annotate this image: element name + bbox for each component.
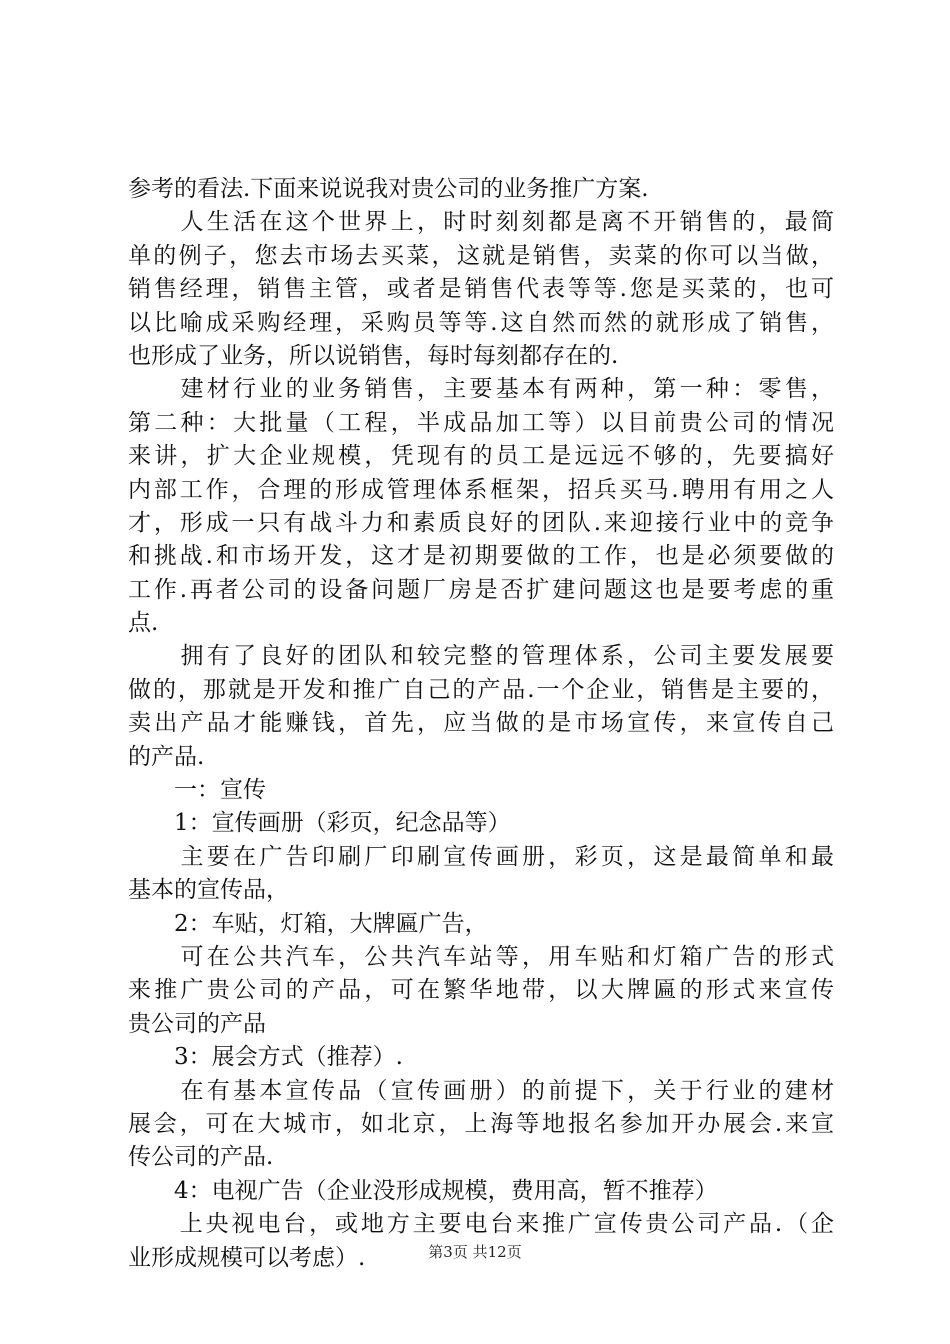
text-line: 销售经理，销售主管，或者是销售代表等等.您是买菜的，也可 — [128, 276, 834, 303]
text-line: 一：宣传 — [128, 777, 266, 804]
text-line: 展会，可在大城市，如北京，上海等地报名参加开办展会.来宣 — [128, 1110, 834, 1137]
text-line: 传公司的产品. — [128, 1144, 274, 1171]
text-line: 建材行业的业务销售，主要基本有两种，第一种：零售， — [128, 376, 834, 403]
text-line: 的产品. — [128, 743, 205, 770]
text-line: 来讲，扩大企业规模，凭现有的员工是远远不够的，先要搞好 — [128, 443, 834, 470]
text-line: 人生活在这个世界上，时时刻刻都是离不开销售的，最简 — [128, 209, 834, 236]
text-line: 4：电视广告（企业没形成规模，费用高，暂不推荐） — [128, 1177, 718, 1204]
text-line: 上央视电台，或地方主要电台来推广宣传贵公司产品.（企 — [128, 1211, 834, 1238]
text-line: 才，形成一只有战斗力和素质良好的团队.来迎接行业中的竞争 — [128, 509, 834, 536]
text-line: 卖出产品才能赚钱，首先，应当做的是市场宣传，来宣传自己 — [128, 710, 834, 737]
text-line: 2：车贴，灯箱，大牌匾广告， — [128, 910, 488, 937]
text-line: 贵公司的产品 — [128, 1010, 266, 1037]
text-line: 也形成了业务，所以说销售，每时每刻都存在的. — [128, 342, 619, 369]
text-line: 可在公共汽车，公共汽车站等，用车贴和灯箱广告的形式 — [128, 943, 834, 970]
text-line: 以比喻成采购经理，采购员等等.这自然而然的就形成了销售， — [128, 309, 834, 336]
text-line: 基本的宣传品， — [128, 877, 289, 904]
text-line: 来推广贵公司的产品，可在繁华地带，以大牌匾的形式来宣传 — [128, 977, 834, 1004]
text-line: 拥有了良好的团队和较完整的管理体系，公司主要发展要 — [128, 643, 834, 670]
text-line: 和挑战.和市场开发，这才是初期要做的工作，也是必须要做的 — [128, 543, 834, 570]
text-line: 业形成规模可以考虑）. — [128, 1244, 366, 1271]
text-line: 点. — [128, 610, 159, 637]
page-footer: 第3页 共12页 — [428, 1243, 522, 1261]
text-line: 参考的看法.下面来说说我对贵公司的业务推广方案. — [128, 176, 649, 202]
text-line: 内部工作，合理的形成管理体系框架，招兵买马.聘用有用之人 — [128, 476, 834, 503]
text-line: 单的例子，您去市场去买菜，这就是销售，卖菜的你可以当做， — [128, 242, 834, 269]
text-line: 主要在广告印刷厂印刷宣传画册，彩页，这是最简单和最 — [128, 843, 834, 870]
text-line: 第二种：大批量（工程，半成品加工等）以目前贵公司的情况 — [128, 409, 834, 436]
text-line: 在有基本宣传品（宣传画册）的前提下，关于行业的建材 — [128, 1077, 834, 1104]
text-line: 做的，那就是开发和推广自己的产品.一个企业，销售是主要的， — [128, 676, 834, 703]
text-line: 1：宣传画册（彩页，纪念品等） — [128, 810, 511, 837]
document-body — [128, 173, 834, 1275]
text-line: 工作.再者公司的设备问题厂房是否扩建问题这也是要考虑的重 — [128, 576, 834, 603]
text-line: 3：展会方式（推荐）. — [128, 1044, 403, 1071]
